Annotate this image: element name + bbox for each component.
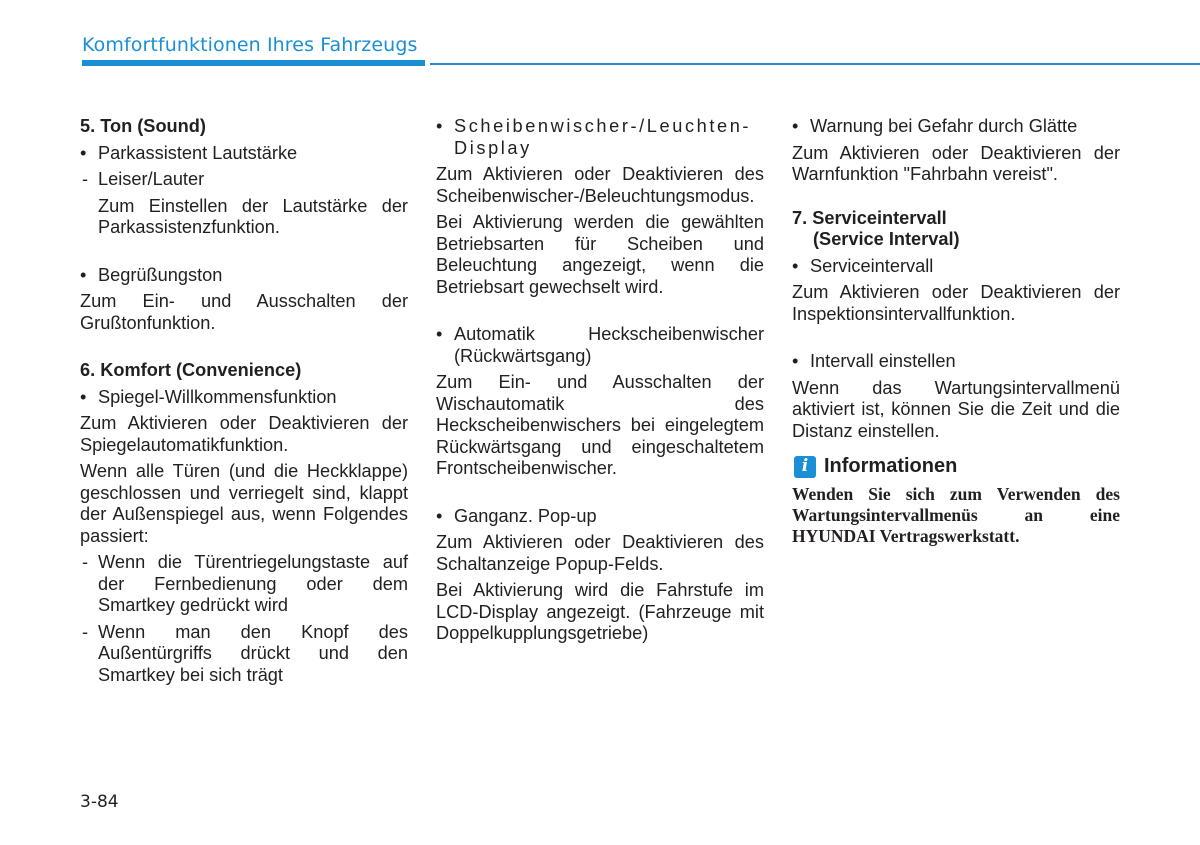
column-2 <box>436 116 764 645</box>
bullet-ganganzeige: • Ganganz. Pop-up <box>436 506 764 528</box>
heading-serviceintervall <box>792 208 1120 251</box>
text-glaette: Zum Aktivieren oder Deaktivieren der Warnfunktion "Fahrbahn vereist". <box>792 142 1120 184</box>
heading-service-line1: 7. Serviceintervall <box>792 207 947 228</box>
dash-fernbedienung: - Wenn die Türentriegelungstaste auf der Fernbedienung oder dem Smartkey gedrückt wird <box>80 552 408 617</box>
column-3 <box>792 116 1120 547</box>
text-intervall: Wenn das Wartungsintervallmenü aktiviert ist, können Sie die Zeit und die Distanz einstellen. <box>792 377 1120 441</box>
heading-komfort: 6. Komfort (Convenience) <box>80 360 302 380</box>
heading-ton: 5. Ton (Sound) <box>80 116 206 136</box>
text-service: Zum Aktivieren oder Deaktivieren der Inspektionsintervallfunktion. <box>792 282 1120 324</box>
header-rule-thick <box>82 60 425 66</box>
text-wischer-2: Bei Aktivierung werden die gewählten Betriebsarten für Scheiben und Beleuchtung angezeigt, wenn die Betriebsart gewechselt wird. <box>436 212 764 297</box>
bullet-begruessungston: • Begrüßungston <box>80 265 408 287</box>
info-text: Wenden Sie sich zum Verwenden des Wartungsintervallmenüs an eine HYUNDAI Vertragswerkstatt. <box>792 484 1120 546</box>
bullet-intervall-einstellen: • Intervall einstellen <box>792 351 1120 373</box>
info-icon: i <box>794 456 816 478</box>
bullet-parkassistent: • Parkassistent Lautstärke <box>80 143 408 165</box>
page-number: 3-84 <box>80 792 119 812</box>
text-heck: Zum Ein- und Ausschalten der Wischautomatik des Heckscheibenwischers bei eingelegtem Rückwärtsgang und eingeschaltetem Frontscheibenwischer. <box>436 372 764 478</box>
bullet-scheibenwischer-display: • Scheibenwischer-/Leuchten-Display <box>436 116 764 159</box>
header-rule-thin <box>430 63 1200 65</box>
info-header <box>792 456 1120 478</box>
info-title: Informationen <box>824 455 958 478</box>
text-gruss: Zum Ein- und Ausschalten der Grußtonfunktion. <box>80 291 408 333</box>
text-gang-1: Zum Aktivieren oder Deaktivieren des Schaltanzeige Popup-Felds. <box>436 532 764 574</box>
bullet-heckscheibenwischer: • Automatik Heckscheibenwischer (Rückwärtsgang) <box>436 324 764 367</box>
text-leiser: Zum Einstellen der Lautstärke der Parkassistenzfunktion. <box>98 195 408 237</box>
text-wischer-1: Zum Aktivieren oder Deaktivieren des Scheibenwischer-/Beleuchtungsmodus. <box>436 164 764 206</box>
dash-aussentuergriff: - Wenn man den Knopf des Außentürgriffs drückt und den Smartkey bei sich trägt <box>80 622 408 687</box>
dash-leiser-lauter: - Leiser/Lauter <box>80 169 408 191</box>
heading-service-line2: (Service Interval) <box>813 229 960 249</box>
column-1 <box>80 116 408 686</box>
bullet-glaette: • Warnung bei Gefahr durch Glätte <box>792 116 1120 138</box>
text-gang-2: Bei Aktivierung wird die Fahrstufe im LCD-Display angezeigt. (Fahrzeuge mit Doppelkupplungsgetriebe) <box>436 580 764 643</box>
bullet-serviceintervall: • Serviceintervall <box>792 256 1120 278</box>
section-title: Komfortfunktionen Ihres Fahrzeugs <box>82 34 418 56</box>
text-spiegel-1: Zum Aktivieren oder Deaktivieren der Spiegelautomatikfunktion. <box>80 413 408 455</box>
bullet-spiegel: • Spiegel-Willkommensfunktion <box>80 387 408 409</box>
text-spiegel-2: Wenn alle Türen (und die Heckklappe) geschlossen und verriegelt sind, klappt der Außenspiegel aus, wenn Folgendes passiert: <box>80 461 408 546</box>
